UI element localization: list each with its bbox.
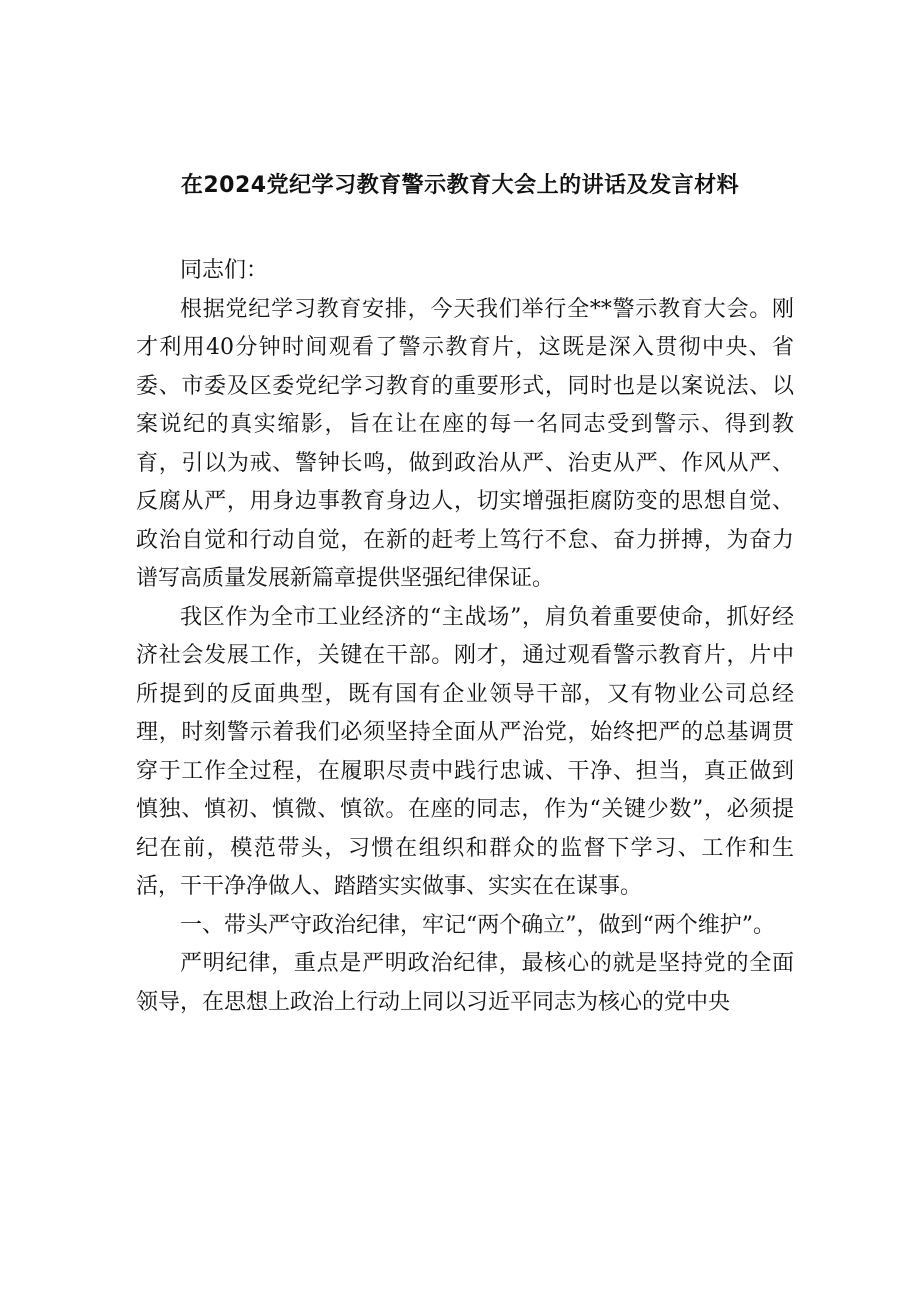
document-body bbox=[136, 252, 794, 1022]
salutation: 同志们： bbox=[180, 258, 269, 283]
paragraph-1: 根据党纪学习教育安排，今天我们举行全**警示教育大会。刚才利用40分钟时间观看了警示教育片，这既是深入贯彻中央、省委、市委及区委党纪学习教育的重要形式，同时也是以案说法、以案说纪的真实缩影，旨在让在座的每一名同志受到警示、得到教育，引以为戒、警钟长鸣，做到政治从严、治吏从严、作风从严、反腐从严，用身边事教育身边人，切实增强拒腐防变的思想自觉、政治自觉和行动自觉，在新的赶考上笃行不怠、奋力拼搏，为奋力谱写高质量发展新篇章提供坚强纪律保证。 bbox=[136, 296, 794, 591]
paragraph-2: 我区作为全市工业经济的“主战场”，肩负着重要使命，抓好经济社会发展工作，关键在干部。刚才，通过观看警示教育片，片中所提到的反面典型，既有国有企业领导干部，又有物业公司总经理，时刻警示着我们必须坚持全面从严治党，始终把严的总基调贯穿于工作全过程，在履职尽责中践行忠诚、干净、担当，真正做到慎独、慎初、慎微、慎欲。在座的同志，作为“关键少数”，必须提纪在前，模范带头，习惯在组织和群众的监督下学习、工作和生活，干干净净做人、踏踏实实做事、实实在在谋事。 bbox=[136, 604, 794, 899]
section-heading-1: 一、带头严守政治纪律，牢记“两个确立”，做到“两个维护”。 bbox=[180, 912, 775, 938]
paragraph-3: 严明纪律，重点是严明政治纪律，最核心的就是坚持党的全面领导，在思想上政治上行动上同以习近平同志为核心的党中央 bbox=[136, 951, 794, 1015]
document-title: 在2024党纪学习教育警示教育大会上的讲话及发言材料 bbox=[180, 173, 740, 198]
